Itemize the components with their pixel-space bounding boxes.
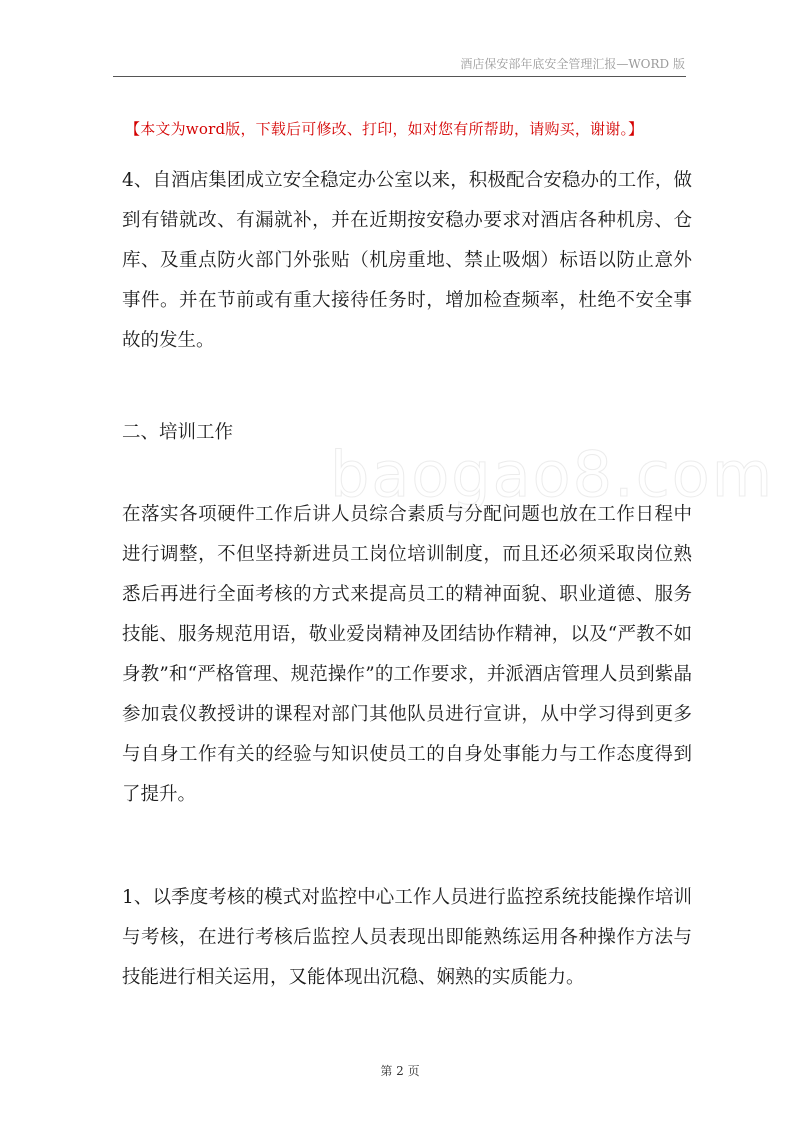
page-number: 第 2 页 <box>380 1064 420 1078</box>
watermark-text: baogao8.com <box>330 438 775 511</box>
header-divider <box>113 76 686 77</box>
paragraph-item-1: 1、以季度考核的模式对监控中心工作人员进行监控系统技能操作培训与考核，在进行考核后监控人员表现出即能熟练运用各种操作方法与技能进行相关运用，又能体现出沉稳、娴熟的实质能力。 <box>122 887 692 988</box>
purchase-notice: 【本文为word版，下载后可修改、打印，如对您有所帮助，请购买，谢谢。】 <box>125 120 644 138</box>
section-heading-training: 二、培训工作 <box>122 422 234 443</box>
paragraph-item-4: 4、自酒店集团成立安全稳定办公室以来，积极配合安稳办的工作，做到有错就改、有漏就补，并在近期按安稳办要求对酒店各种机房、仓库、及重点防火部门外张贴（机房重地、禁止吸烟）标语以防止意外事件。并在节前或有重大接待任务时，增加检查频率，杜绝不安全事故的发生。 <box>122 170 692 351</box>
running-header: 酒店保安部年底安全管理汇报—WORD 版 <box>460 57 685 71</box>
paragraph-training: 在落实各项硬件工作后讲人员综合素质与分配问题也放在工作日程中进行调整，不但坚持新进员工岗位培训制度，而且还必须采取岗位熟悉后再进行全面考核的方式来提高员工的精神面貌、职业道德、服务技能、服务规范用语，敬业爱岗精神及团结协作精神，以及“严教不如身教”和“严格管理、规范操作”的工作要求，并派酒店管理人员到紫晶参加袁仪教授讲的课程对部门其他队员进行宣讲，从中学习得到更多与自身工作有关的经验与知识使员工的自身处事能力与工作态度得到了提升。 <box>122 504 692 805</box>
